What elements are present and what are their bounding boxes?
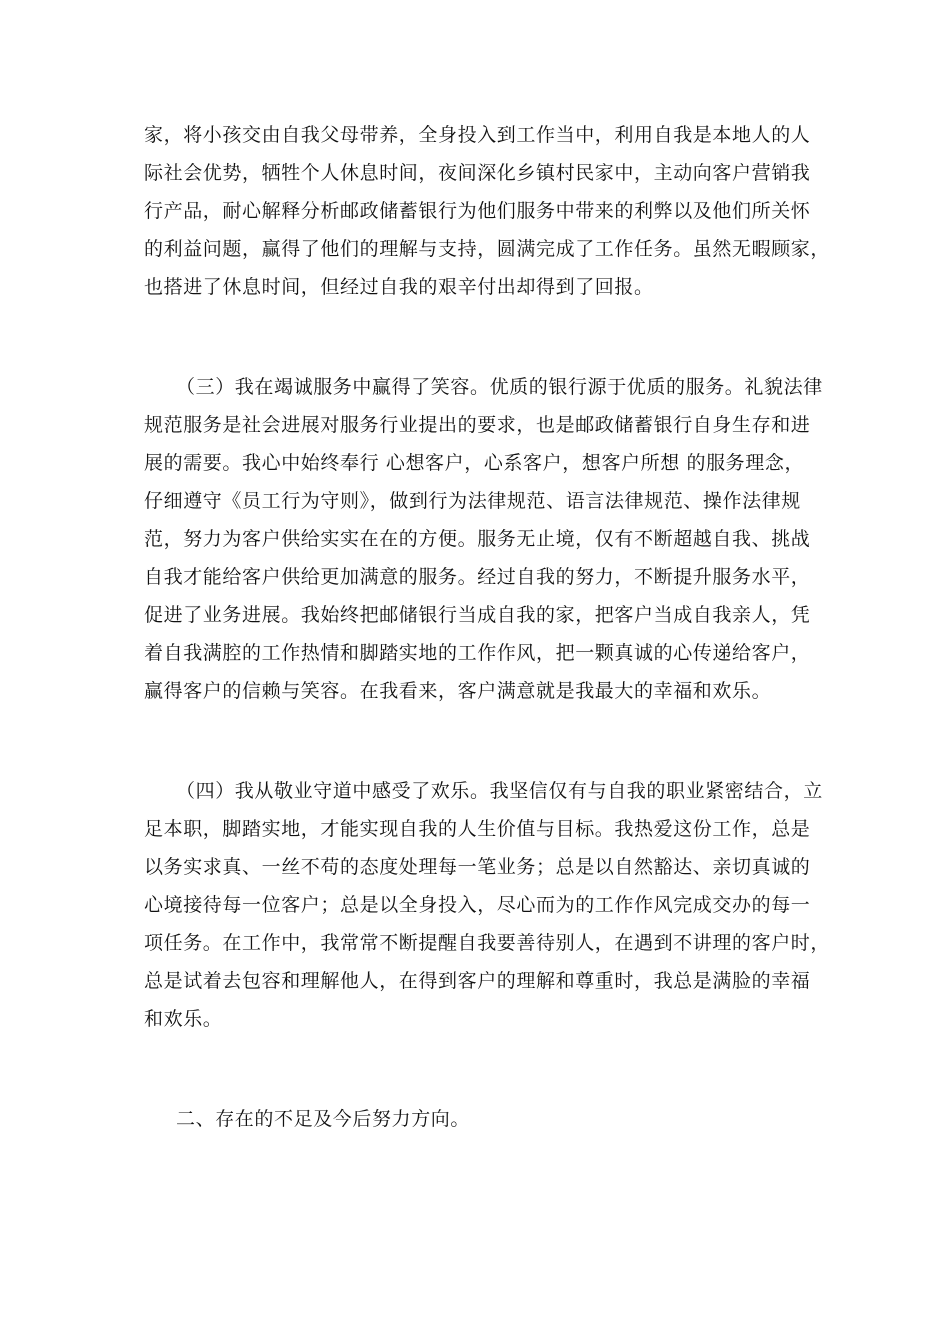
paragraph-line: 行产品，耐心解释分析邮政储蓄银行为他们服务中带来的利弊以及他们所关怀 xyxy=(144,200,811,222)
paragraph-line: 仔细遵守《员工行为守则》，做到行为法律规范、语言法律规范、操作法律规 xyxy=(144,490,801,512)
paragraph-line: （三）我在竭诚服务中赢得了笑容。优质的银行源于优质的服务。礼貌法律 xyxy=(176,376,823,398)
paragraph-line: 着自我满腔的工作热情和脚踏实地的工作作风，把一颗真诚的心传递给客户， xyxy=(144,642,811,664)
paragraph-line: 际社会优势，牺牲个人休息时间，夜间深化乡镇村民家中，主动向客户营销我 xyxy=(144,162,811,184)
paragraph-line: 促进了业务进展。我始终把邮储银行当成自我的家，把客户当成自我亲人，凭 xyxy=(144,604,811,626)
paragraph-line: 展的需要。我心中始终奉行 心想客户，心系客户，想客户所想 的服务理念， xyxy=(144,452,805,474)
paragraph-line: 自我才能给客户供给更加满意的服务。经过自我的努力，不断提升服务水平， xyxy=(144,566,811,588)
paragraph-line: 总是试着去包容和理解他人，在得到客户的理解和尊重时，我总是满脸的幸福 xyxy=(144,970,811,992)
paragraph-line: 足本职，脚踏实地，才能实现自我的人生价值与目标。我热爱这份工作，总是 xyxy=(144,818,811,840)
paragraph-line: 也搭进了休息时间，但经过自我的艰辛付出却得到了回报。 xyxy=(144,276,654,298)
paragraph-line: 项任务。在工作中，我常常不断提醒自我要善待别人，在遇到不讲理的客户时， xyxy=(144,932,831,954)
paragraph-line: 家，将小孩交由自我父母带养，全身投入到工作当中，利用自我是本地人的人 xyxy=(144,124,811,146)
paragraph-line: 的利益问题，赢得了他们的理解与支持，圆满完成了工作任务。虽然无暇顾家， xyxy=(144,238,831,260)
section-heading: 二、存在的不足及今后努力方向。 xyxy=(176,1108,471,1130)
paragraph-line: 赢得客户的信赖与笑容。在我看来，客户满意就是我最大的幸福和欢乐。 xyxy=(144,680,772,702)
paragraph-line: 以务实求真、一丝不苟的态度处理每一笔业务；总是以自然豁达、亲切真诚的 xyxy=(144,856,811,878)
paragraph-line: 范，努力为客户供给实实在在的方便。服务无止境，仅有不断超越自我、挑战 xyxy=(144,528,811,550)
paragraph-line: （四）我从敬业守道中感受了欢乐。我坚信仅有与自我的职业紧密结合，立 xyxy=(176,780,823,802)
paragraph-line: 规范服务是社会进展对服务行业提出的要求，也是邮政储蓄银行自身生存和进 xyxy=(144,414,811,436)
paragraph-line: 和欢乐。 xyxy=(144,1008,223,1030)
paragraph-line: 心境接待每一位客户；总是以全身投入，尽心而为的工作作风完成交办的每一 xyxy=(144,894,811,916)
